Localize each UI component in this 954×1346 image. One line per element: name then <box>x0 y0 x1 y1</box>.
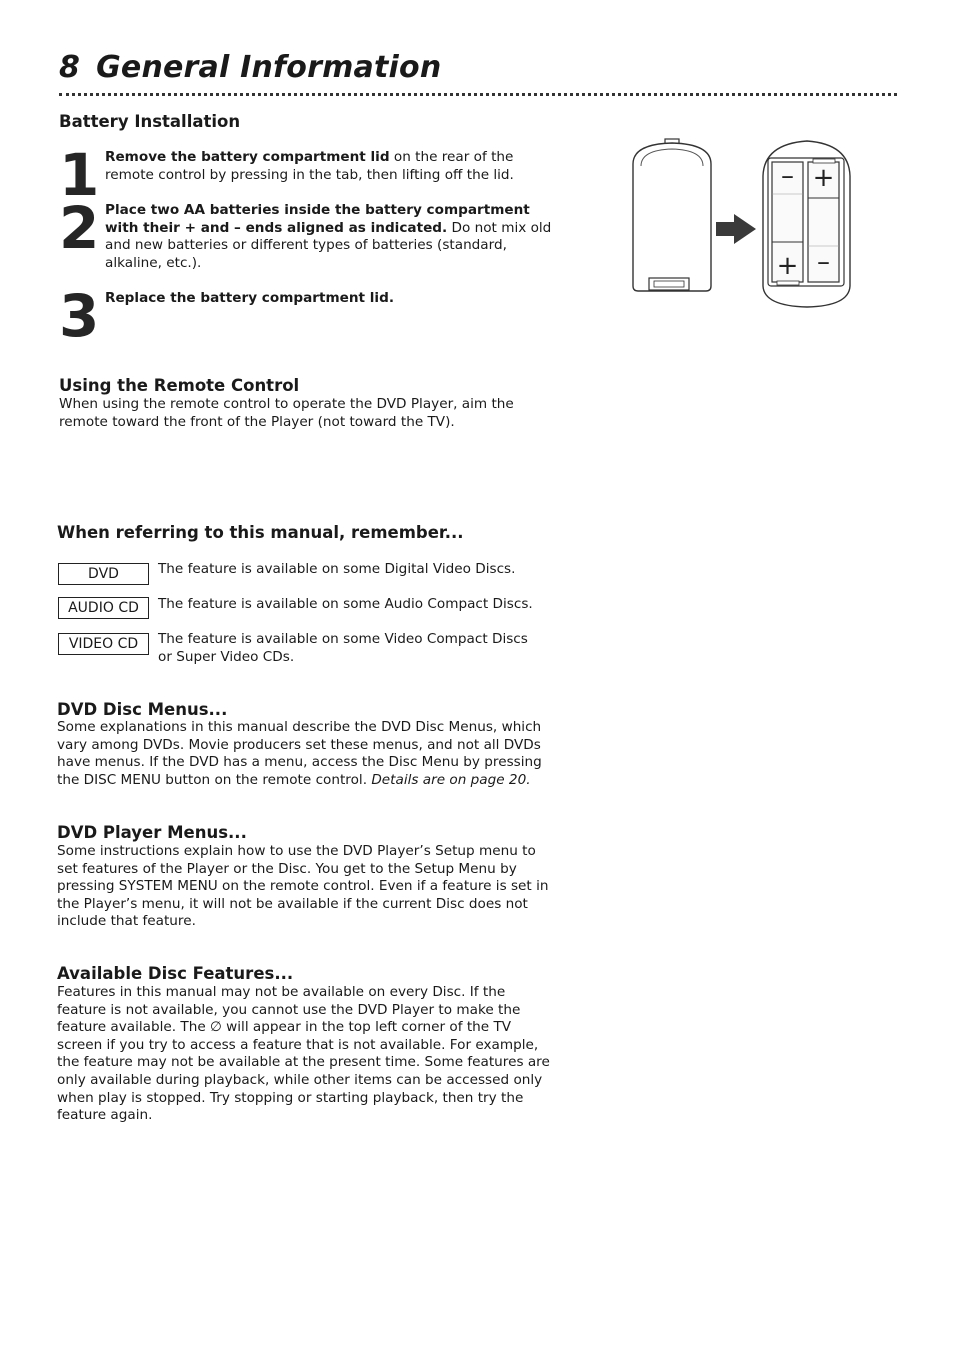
using-remote-heading: Using the Remote Control <box>59 376 300 395</box>
battery-installation-heading: Battery Installation <box>59 112 241 131</box>
page-title <box>59 50 441 85</box>
video-cd-tag-description: The feature is available on some Video Compact Discs or Super Video CDs. <box>158 631 528 665</box>
step-1-text <box>105 149 555 184</box>
battery-plus-bottom-icon: + <box>776 251 799 281</box>
disc-menus-body: Some explanations in this manual describe the DVD Disc Menus, which vary among DVDs. Movie producers set these menus, and not all DVDs have menus. If the DVD has a menu, access the Disc Menu by pressing the DISC MENU button on the remote control. <box>57 719 542 788</box>
player-menus-heading: DVD Player Menus... <box>57 823 247 842</box>
player-menus-text: Some instructions explain how to use the DVD Player’s Setup menu to set features of the Player or the Disc. You get to the Setup Menu by pressing SYSTEM MENU on the remote control. Even if a feature is set in the Player’s menu, it will not be available if the current Disc does not include that feature. <box>57 843 549 930</box>
audio-cd-tag-description: The feature is available on some Audio Compact Discs. <box>158 596 533 612</box>
page-number: 8 <box>59 50 81 85</box>
audio-cd-tag: AUDIO CD <box>58 597 149 619</box>
disc-menus-page-ref: Details are on page 20. <box>371 771 531 788</box>
page-title-text: General Information <box>96 50 442 85</box>
step-3-text <box>105 290 555 308</box>
video-cd-tag: VIDEO CD <box>58 633 149 655</box>
step-1-rest: on the rear of the remote control by pressing in the tab, then lifting off the lid. <box>105 149 514 183</box>
battery-minus-top-icon: – <box>781 161 794 191</box>
dvd-tag: DVD <box>58 563 149 585</box>
arrow-right-icon <box>716 214 756 244</box>
battery-plus-top-icon: + <box>812 163 835 193</box>
step-3-bold: Replace the battery compartment lid. <box>105 290 394 306</box>
disc-features-text: Features in this manual may not be available on every Disc. If the feature is not available, you cannot use the DVD Player to make the feature available. The ∅ will appear in the top left corner of the TV screen if you try to access a feature that is not available. For example, the feature may not be available at the present time. Some features are only available during playback, while other items can be accessed only when play is stopped. Try stopping or starting playback, then try the feature again. <box>57 984 550 1124</box>
header-divider <box>59 93 897 96</box>
battery-compartment-icon <box>763 141 850 307</box>
battery-illustration <box>627 136 853 308</box>
step-1-bold: Remove the battery compartment lid <box>105 149 390 165</box>
disc-menus-heading: DVD Disc Menus... <box>57 700 228 719</box>
dvd-tag-description: The feature is available on some Digital Video Discs. <box>158 561 516 577</box>
manual-reference-heading: When referring to this manual, remember... <box>57 523 464 542</box>
remote-rear-icon <box>633 139 711 291</box>
battery-minus-bottom-icon: – <box>817 247 830 277</box>
disc-menus-text <box>57 719 562 789</box>
step-2-text <box>105 202 555 272</box>
disc-features-heading: Available Disc Features... <box>57 964 294 983</box>
using-remote-text: When using the remote control to operate the DVD Player, aim the remote toward the front of the Player (not toward the TV). <box>59 396 514 430</box>
step-2-bold: Place two AA batteries inside the battery compartment with their + and – ends aligned as indicated. <box>105 202 530 236</box>
step-2-number: 2 <box>59 194 98 262</box>
step-2-rest: Do not mix old and new batteries or different types of batteries (standard, alkaline, etc.). <box>105 219 552 271</box>
step-3-number: 3 <box>59 282 98 350</box>
step-1-number: 1 <box>59 141 98 209</box>
